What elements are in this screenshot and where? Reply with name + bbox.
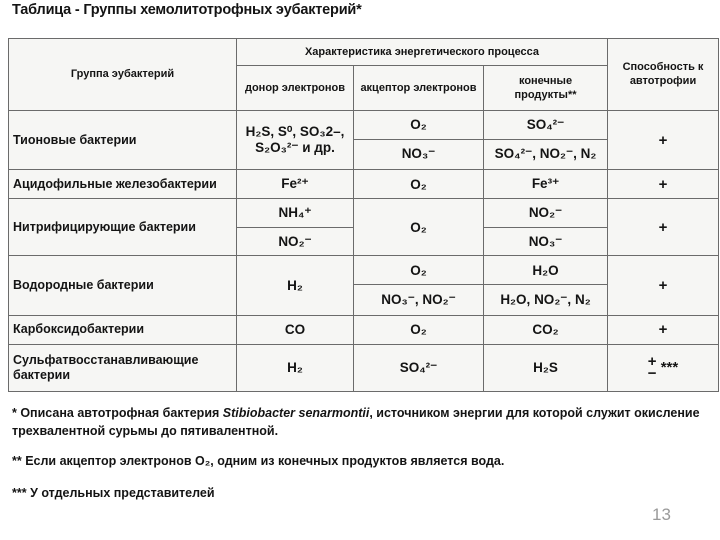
row-thionic-donor-line2: S₂O₃²⁻ и др. xyxy=(255,140,335,156)
row-nitrifying-group: Нитрифицирующие бактерии xyxy=(9,199,237,256)
plus-minus-sign xyxy=(647,352,657,382)
row-thionic-products-2: SO₄²⁻, NO₂⁻, N₂ xyxy=(484,139,608,170)
row-carboxydo-autotrophy: + xyxy=(608,315,719,344)
table-title: Таблица - Группы хемолитотрофных эубактерий* xyxy=(12,2,362,18)
row-sulfate-donor: H₂ xyxy=(237,344,354,391)
row-iron-products: Fe³⁺ xyxy=(484,170,608,199)
footnote-2: ** Если акцептор электронов O₂, одним из конечных продуктов является вода. xyxy=(12,454,505,468)
row-hydrogen-autotrophy: + xyxy=(608,256,719,316)
eubacteria-table xyxy=(8,38,719,392)
header-energy-process: Характеристика энергетического процесса xyxy=(237,39,608,66)
row-sulfate-acceptor: SO₄²⁻ xyxy=(354,344,484,391)
row-sulfate-group-line2: бактерии xyxy=(13,367,71,382)
row-nitrifying-donor-2: NO₂⁻ xyxy=(237,227,354,256)
footnote-3: *** У отдельных представителей xyxy=(12,486,215,500)
row-carboxydo-products: CO₂ xyxy=(484,315,608,344)
footnote-1-suffix: , источником энергии для которой служит окисление трехвалентной сурьмы до пятивалентной. xyxy=(12,406,700,438)
header-autotrophy: Способность к автотрофии xyxy=(608,39,719,111)
footnote-1-species: Stibiobacter senarmontii xyxy=(222,406,370,420)
minus-sign: − xyxy=(647,364,657,382)
footnotes xyxy=(12,404,702,502)
row-sulfate-autotrophy xyxy=(608,344,719,391)
row-sulfate-group-line1: Сульфатвосстанавливающие xyxy=(13,352,199,367)
row-hydrogen-acceptor-1: O₂ xyxy=(354,256,484,285)
row-sulfate-products: H₂S xyxy=(484,344,608,391)
footnote-1-prefix: * Описана автотрофная бактерия xyxy=(12,406,223,420)
header-products: конечные продукты** xyxy=(484,65,608,110)
row-iron-group: Ацидофильные железобактерии xyxy=(9,170,237,199)
row-hydrogen-products-1: H₂O xyxy=(484,256,608,285)
row-iron-acceptor: O₂ xyxy=(354,170,484,199)
header-acceptor: акцептор электронов xyxy=(354,65,484,110)
row-thionic-group: Тионовые бактерии xyxy=(9,110,237,170)
row-nitrifying-products-1: NO₂⁻ xyxy=(484,199,608,228)
row-iron-autotrophy: + xyxy=(608,170,719,199)
row-nitrifying-acceptor: O₂ xyxy=(354,199,484,256)
row-thionic-products-1: SO₄²⁻ xyxy=(484,110,608,139)
row-thionic-acceptor-2: NO₃⁻ xyxy=(354,139,484,170)
row-iron-donor: Fe²⁺ xyxy=(237,170,354,199)
plus-sign: + xyxy=(647,352,657,370)
autotrophy-footnote-mark: *** xyxy=(660,358,679,376)
row-thionic-donor-line1: H₂S, S⁰, SO₃2–, xyxy=(245,124,345,140)
row-nitrifying-donor-1: NH₄⁺ xyxy=(237,199,354,228)
row-hydrogen-group: Водородные бактерии xyxy=(9,256,237,316)
row-hydrogen-donor: H₂ xyxy=(237,256,354,316)
header-group: Группа эубактерий xyxy=(9,39,237,111)
row-carboxydo-donor: CO xyxy=(237,315,354,344)
footnote-1 xyxy=(12,404,702,440)
page-number: 13 xyxy=(652,505,671,524)
row-carboxydo-group: Карбоксидобактерии xyxy=(9,315,237,344)
row-nitrifying-autotrophy: + xyxy=(608,199,719,256)
row-sulfate-group xyxy=(9,344,237,391)
header-donor: донор электронов xyxy=(237,65,354,110)
row-thionic-donor xyxy=(237,110,354,170)
row-thionic-acceptor-1: O₂ xyxy=(354,110,484,139)
row-hydrogen-products-2: H₂O, NO₂⁻, N₂ xyxy=(484,285,608,316)
row-nitrifying-products-2: NO₃⁻ xyxy=(484,227,608,256)
row-carboxydo-acceptor: O₂ xyxy=(354,315,484,344)
row-hydrogen-acceptor-2: NO₃⁻, NO₂⁻ xyxy=(354,285,484,316)
row-thionic-autotrophy: + xyxy=(608,110,719,170)
